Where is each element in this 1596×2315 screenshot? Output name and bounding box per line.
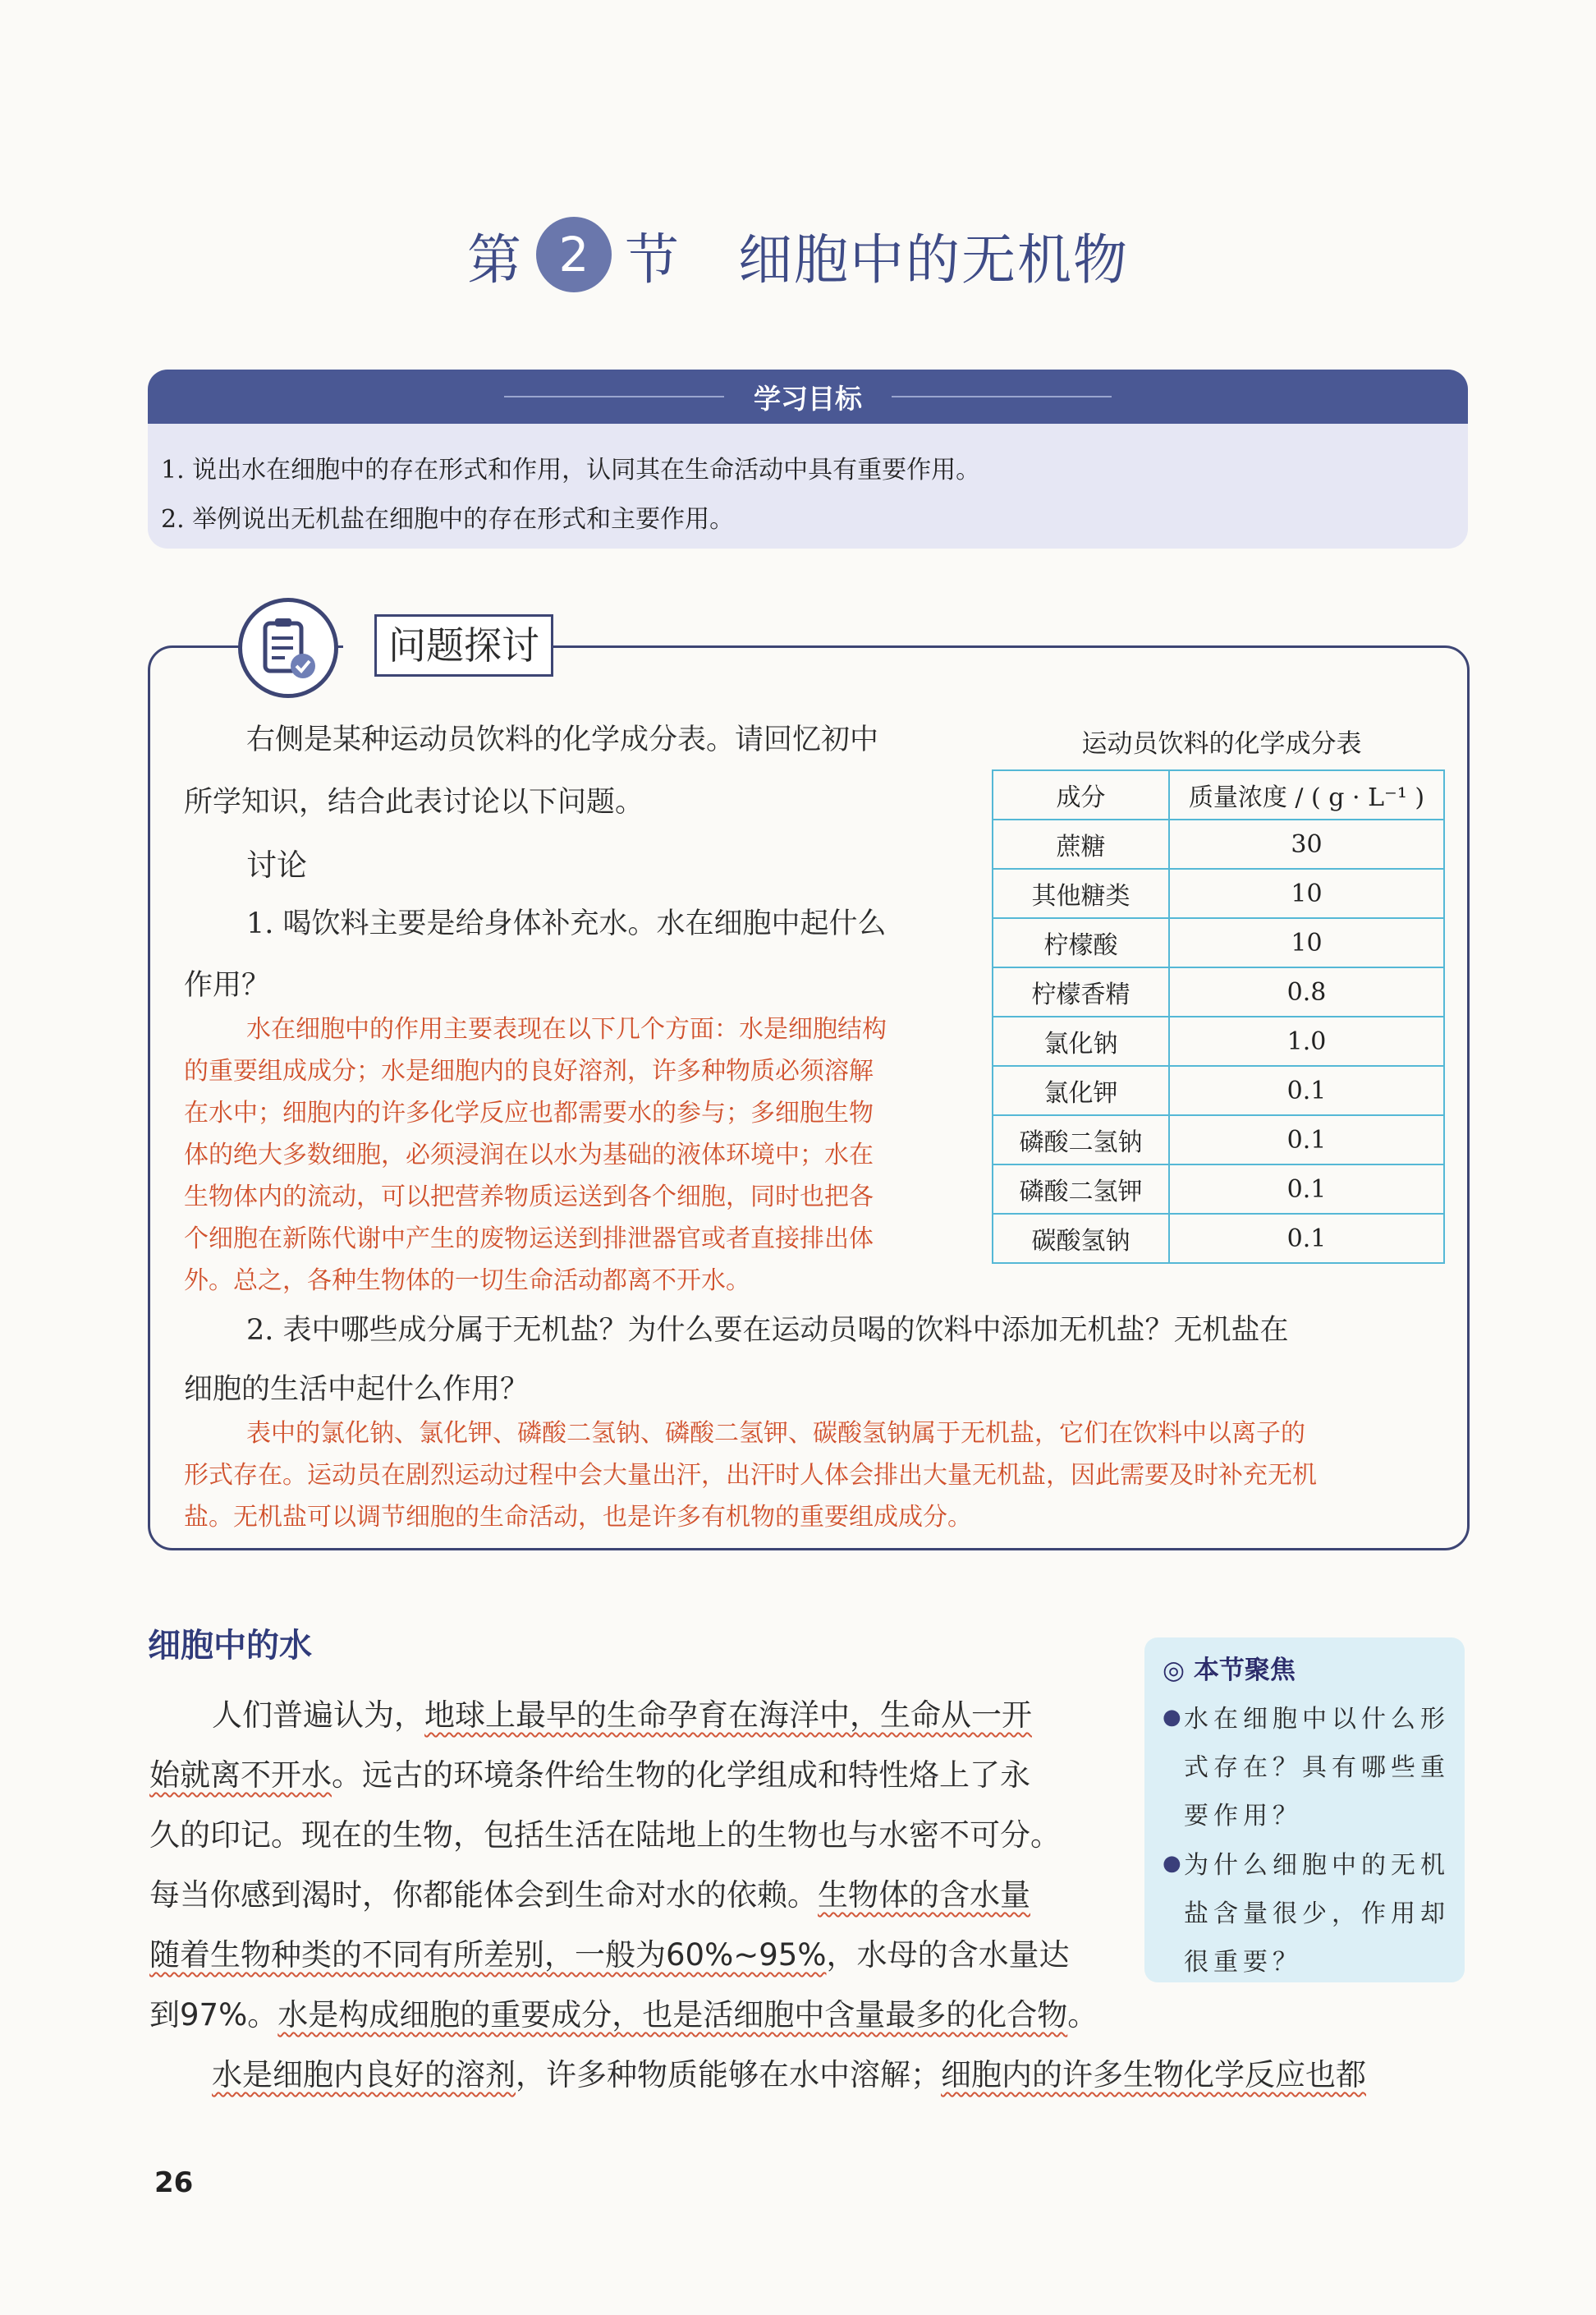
- body-line: [149, 1990, 1098, 2034]
- table-caption: 运动员饮料的化学成分表: [1081, 729, 1362, 759]
- body-text: 。远古的环境条件给生物的化学组成和特性烙上了永: [332, 1757, 1030, 1793]
- section-heading: 细胞中的水: [148, 1627, 312, 1665]
- concentration-cell: 10: [1169, 869, 1444, 918]
- concentration-cell: 0.1: [1169, 1214, 1444, 1263]
- emphasized-text: 水是细胞内良好的溶剂: [212, 2057, 516, 2092]
- ingredient-cell: 碳酸氢钠: [993, 1214, 1169, 1263]
- ingredient-cell: 柠檬酸: [993, 918, 1169, 967]
- bullet-icon: ●: [1163, 1705, 1181, 1729]
- answer-1-line: 体的绝大多数细胞，必须浸润在以水为基础的液体环境中；水在: [184, 1141, 874, 1169]
- learning-objectives-box: [148, 370, 1468, 549]
- body-line: [212, 1690, 1032, 1734]
- title-number-badge: 2: [536, 217, 612, 292]
- body-line: [149, 1870, 1030, 1914]
- answer-1-line: 的重要组成成分；水是细胞内的良好溶剂，许多种物质必须溶解: [184, 1057, 874, 1086]
- concentration-cell: 0.1: [1169, 1115, 1444, 1164]
- ingredients-table: [992, 769, 1445, 1264]
- title-prefix: 第: [467, 227, 523, 292]
- table-row: [993, 820, 1444, 869]
- objective-item: 1. 说出水在细胞中的存在形式和作用，认同其在生命活动中具有重要作用。: [161, 456, 981, 485]
- table-row: [993, 1066, 1444, 1115]
- body-text: 到97%。: [149, 1997, 278, 2033]
- body-line: [149, 1930, 1069, 1974]
- ingredient-cell: 其他糖类: [993, 869, 1169, 918]
- header-cell: 成分: [993, 770, 1169, 820]
- answer-1-line: 在水中；细胞内的许多化学反应也都需要水的参与；多细胞生物: [184, 1099, 874, 1128]
- intro-line: 所学知识，结合此表讨论以下问题。: [184, 786, 644, 819]
- table-row: [993, 1214, 1444, 1263]
- table-row: [993, 967, 1444, 1017]
- answer-2-line: 形式存在。运动员在剧烈运动过程中会大量出汗，出汗时人体会排出大量无机盐，因此需要及时补充无机: [184, 1461, 1317, 1490]
- section-title: [0, 209, 1596, 300]
- answer-1-line: 外。总之，各种生物体的一切生命活动都离不开水。: [184, 1266, 750, 1295]
- title-text: 细胞中的无机物: [738, 227, 1129, 292]
- answer-1-line: 生物体内的流动，可以把营养物质运送到各个细胞，同时也把各: [184, 1183, 874, 1211]
- concentration-cell: 10: [1169, 918, 1444, 967]
- concentration-cell: 1.0: [1169, 1017, 1444, 1066]
- question-2-line: 细胞的生活中起什么作用？: [184, 1373, 530, 1406]
- ingredient-cell: 磷酸二氢钠: [993, 1115, 1169, 1164]
- body-line: [149, 1750, 1030, 1794]
- body-text: 久的印记。现在的生物，包括生活在陆地上的生物也与水密不可分。: [149, 1817, 1061, 1853]
- question-2-line: 2. 表中哪些成分属于无机盐？为什么要在运动员喝的饮料中添加无机盐？无机盐在: [246, 1314, 1289, 1347]
- answer-2-line: 盐。无机盐可以调节细胞的生命活动，也是许多有机物的重要组成成分。: [184, 1503, 972, 1532]
- focus-title: ◎ 本节聚焦: [1163, 1656, 1296, 1685]
- header-divider: [892, 396, 1112, 397]
- bullet-icon: ●: [1163, 1851, 1181, 1876]
- emphasized-text: 细胞内的许多生物化学反应也都: [941, 2057, 1366, 2092]
- body-text: 人们普遍认为，: [212, 1697, 424, 1733]
- answer-1-line: 个细胞在新陈代谢中产生的废物运送到排泄器官或者直接排出体: [184, 1224, 874, 1253]
- table-row: [993, 1115, 1444, 1164]
- body-line: [212, 2050, 1366, 2094]
- table-row: [993, 918, 1444, 967]
- header-divider: [504, 396, 724, 397]
- clipboard-check-icon: [238, 598, 338, 698]
- emphasized-text: 地球上最早的生命孕育在海洋中，生命从一开: [424, 1697, 1032, 1733]
- objectives-title: 学习目标: [754, 382, 862, 415]
- body-text: 每当你感到渴时，你都能体会到生命对水的依赖。: [149, 1877, 818, 1913]
- objectives-header: [148, 370, 1468, 424]
- section-focus-box: [1144, 1637, 1465, 1982]
- ingredient-cell: 氯化钾: [993, 1066, 1169, 1115]
- question-1-line: 作用？: [184, 969, 271, 1002]
- concentration-cell: 0.1: [1169, 1164, 1444, 1214]
- answer-1-line: 水在细胞中的作用主要表现在以下几个方面：水是细胞结构: [246, 1015, 887, 1044]
- header-cell: 质量浓度 / ( g · L⁻¹ ): [1169, 770, 1444, 820]
- emphasized-text: 随着生物种类的不同有所差别，一般为60%~95%: [149, 1937, 827, 1973]
- table-row: [993, 1017, 1444, 1066]
- body-text: 。: [1067, 1997, 1098, 2033]
- ingredient-cell: 柠檬香精: [993, 967, 1169, 1017]
- page-number: 26: [154, 2166, 194, 2199]
- table-row: [993, 1164, 1444, 1214]
- ingredient-cell: 蔗糖: [993, 820, 1169, 869]
- emphasized-text: 水是构成细胞的重要成分，也是活细胞中含量最多的化合物: [277, 1997, 1068, 2033]
- concentration-cell: 0.1: [1169, 1066, 1444, 1115]
- emphasized-text: 生物体的含水量: [818, 1877, 1030, 1913]
- box-border-gap: [343, 641, 376, 650]
- focus-question: 水在细胞中以什么形式存在？具有哪些重要作用？: [1184, 1705, 1450, 1830]
- body-line: [149, 1810, 1061, 1854]
- answer-2-line: 表中的氯化钠、氯化钾、磷酸二氢钠、磷酸二氢钾、碳酸氢钠属于无机盐，它们在饮料中以离子的: [246, 1419, 1305, 1448]
- concentration-cell: 0.8: [1169, 967, 1444, 1017]
- objective-item: 2. 举例说出无机盐在细胞中的存在形式和主要作用。: [161, 505, 735, 534]
- table-row: [993, 869, 1444, 918]
- body-text: ，许多种物质能够在水中溶解；: [516, 2057, 941, 2092]
- body-text: ，水母的含水量达: [826, 1937, 1070, 1973]
- question-1-line: 1. 喝饮料主要是给身体补充水。水在细胞中起什么: [246, 907, 887, 940]
- title-suffix: 节: [625, 227, 681, 292]
- discussion-subheading: 讨论: [246, 847, 307, 883]
- intro-line: 右侧是某种运动员饮料的化学成分表。请回忆初中: [246, 723, 879, 756]
- table-header-row: [993, 770, 1444, 820]
- concentration-cell: 30: [1169, 820, 1444, 869]
- discussion-label: 问题探讨: [374, 614, 553, 677]
- ingredient-cell: 氯化钠: [993, 1017, 1169, 1066]
- focus-question: 为什么细胞中的无机盐含量很少，作用却很重要？: [1184, 1851, 1450, 1977]
- ingredient-cell: 磷酸二氢钾: [993, 1164, 1169, 1214]
- emphasized-text: 始就离不开水: [149, 1757, 332, 1793]
